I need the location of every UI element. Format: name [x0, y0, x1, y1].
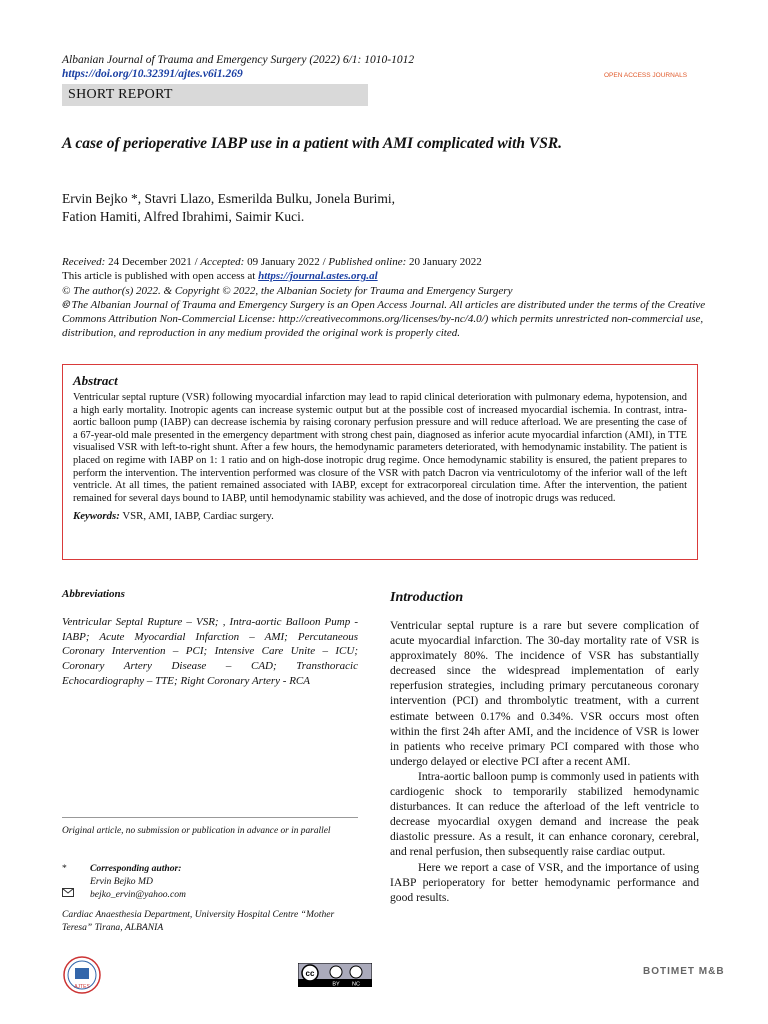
keywords-label: Keywords:	[73, 510, 120, 523]
corr-label: Corresponding author:	[90, 863, 182, 874]
copyright-line: © The author(s) 2022. & Copyright © 2022, the Albanian Society for Trauma and Emergency Surgery	[62, 284, 513, 297]
section-label: SHORT REPORT	[62, 84, 368, 106]
accepted-label: Accepted:	[200, 256, 245, 268]
original-article-note: Original article, no submission or publication in advance or in parallel	[62, 826, 331, 836]
keywords-text: VSR, AMI, IABP, Cardiac surgery.	[122, 510, 274, 523]
introduction-heading: Introduction	[390, 590, 464, 605]
published-date: 20 January 2022	[409, 256, 482, 268]
cc-small-icon: 🅭	[62, 298, 72, 311]
received-date: 24 December 2021	[108, 256, 192, 268]
cc-by-nc-badge[interactable]	[298, 963, 372, 987]
department-affiliation: Cardiac Anaesthesia Department, University Hospital Centre “Mother Teresa” Tirana, ALBANIA	[62, 909, 335, 933]
article-dates: Received: 24 December 2021 / Accepted: 09 January 2022 / Published online: 20 January 2022 This article is published with open access at https://journal.astes.org.al © The author(s) 2022. & Copyright © 2022, the Albanian Society for Trauma and Emergency Surgery 🅭 The Albanian Journal of Trauma and Emergency Surgery is an Open Access Journal. All articles are distributed under the terms of the Creative Commons Attribution Non-Commercial License: http://creativecommons.org/licenses/by-nc/4.0/) which permits unrestricted non-commercial use, distribution, and reproduction in any medium provided the original work is properly cited.	[62, 255, 712, 341]
intro-paragraph-2: Intra-aortic balloon pump is commonly used in patients with cardiogenic shock to temporarily stabilized hemodynamic disturbances. It can reduce the afterload of the left ventricle to decrease myocardial oxygen demand and increase the peak diastolic pressure. As a result, it can enhance coronary, cerebral, and renal perfusion, then subsequently raise cardiac output.	[390, 769, 699, 859]
abstract-box	[62, 364, 698, 560]
asterisk-marker: *	[62, 863, 67, 874]
logo-text: AJTES	[74, 984, 90, 990]
license-text: 🅭 The Albanian Journal of Trauma and Emergency Surgery is an Open Access Journal. All articles are distributed under the terms of the Creative Commons Attribution Non-Commercial License: http://creativecommons.org/licenses/by-nc/4.0/) which permits unrestricted non-commercial use, distribution, and reproduction in any medium provided the original work is properly cited.	[62, 298, 706, 340]
author-list	[62, 190, 562, 226]
keywords	[73, 510, 687, 523]
introduction-body	[390, 618, 699, 905]
svg-text:cc: cc	[305, 969, 315, 978]
cc-nc-label: NC	[352, 981, 360, 987]
intro-paragraph-3: Here we report a case of VSR, and the importance of using IABP perioperatory for better hemodynamic performance and good results.	[390, 860, 699, 904]
accepted-date: 09 January 2022	[247, 256, 320, 268]
published-label: Published online:	[328, 256, 407, 268]
open-access-logo	[602, 62, 712, 88]
open-access-text: This article is published with open access at	[62, 270, 256, 283]
received-label: Received:	[62, 256, 106, 268]
authors-line-1: Ervin Bejko *, Stavri Llazo, Esmerilda Bulku, Jonela Burimi,	[62, 191, 395, 206]
authors-line-2: Fation Hamiti, Alfred Ibrahimi, Saimir Kuci.	[62, 209, 305, 224]
corr-email[interactable]: bejko_ervin@yahoo.com	[90, 889, 186, 900]
corresponding-author	[62, 862, 362, 901]
journal-url-link[interactable]: https://journal.astes.org.al	[258, 270, 378, 283]
abbreviations-text: Ventricular Septal Rupture – VSR; , Intra-aortic Balloon Pump - IABP; Acute Myocardial Infarction – AMI; Percutaneous Coronary Intervention – PCI; Intensive Care Unite – ICU; Coronary Artery Disease – CAD; Transthoracic Echocardiography – TTE; Right Coronary Artery - RCA	[62, 616, 358, 687]
abbreviations-heading: Abbreviations	[62, 588, 125, 600]
journal-header	[62, 53, 414, 81]
journal-citation: Albanian Journal of Trauma and Emergency Surgery (2022) 6/1: 1010-1012	[62, 54, 415, 66]
article-title: A case of perioperative IABP use in a patient with AMI complicated with VSR.	[62, 135, 563, 152]
publisher-logo: BOTIMET M&B	[643, 966, 725, 977]
email-icon	[62, 888, 90, 901]
abstract-text: Ventricular septal rupture (VSR) following myocardial infarction may lead to rapid clinical deterioration with pulmonary edema, hypotension, and a high early mortality. Inotropic agents can increase systemic output but at the possible cost of increased myocardial ischemia. In contrast, intra-aortic balloon pump (IABP) can decrease ischemia by raising coronary perfusion pressure and will reduce afterload. We are presenting the case of a 67-year-old male presented in the emergency department with strong chest pain, diagnosed as inferior acute myocardial infarction (AMI), in TTE visualised VSR with left-to-right shunt. After a few hours, the hemodynamic parameters deteriorated, with hemodynamic instability. The patient is placed on regime with IABP on 1: 1 ratio and on high-dose inotropic drug regime. Once hemodynamic stability is ensured, the patient prepares to perform the intervention. The intervention performed was closure of the VSR with patch Dacron via ventriculotomy of the inferior wall of the left ventricle. At all times, the patient remained associated with IABP, except for extracorporeal circulation time. After the intervention, the patient remained for several days bound to IABP, until hemodynamic stability was achieved, and the dose of inotropic drugs was reduced.	[73, 392, 687, 504]
footnote-divider	[62, 817, 358, 818]
ajtes-society-logo	[62, 955, 102, 995]
abstract-heading: Abstract	[73, 373, 118, 388]
doi-link[interactable]: https://doi.org/10.32391/ajtes.v6i1.269	[62, 68, 243, 80]
intro-paragraph-1: Ventricular septal rupture is a rare but severe complication of acute myocardial infarction. The 30-day mortality rate of VSR is approximately 80%. The incidence of VSR has substantially decreased since the widespread implementation of early reperfusion strategies, including primary percutaneous coronary intervention (PCI) and thrombolytic treatment, with a current estimate between 0.17% and 0.34%. VSR occurs most often within the first 24h after AMI, and the incidence of VSR is lower in patients who receive primary PCI compared with those who undergo delayed or elective PCI after a recent AMI.	[390, 619, 699, 768]
cc-by-label: BY	[332, 981, 340, 987]
oa-logo-text: OPEN ACCESS JOURNALS	[604, 72, 688, 79]
corr-name: Ervin Bejko MD	[90, 876, 153, 887]
